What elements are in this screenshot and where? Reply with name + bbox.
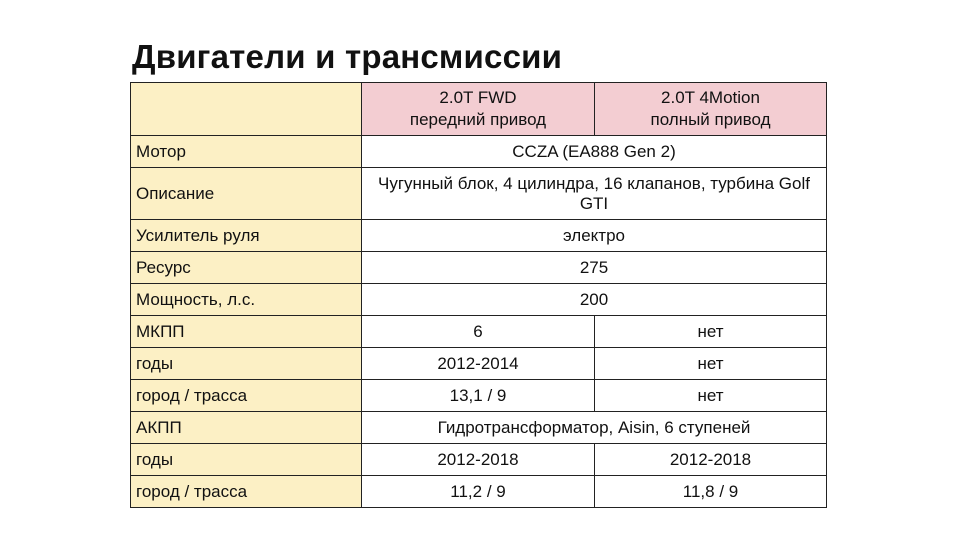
row-label: Усилитель руля	[131, 220, 362, 252]
row-value-4motion: 11,8 / 9	[595, 476, 827, 508]
row-value: Гидротрансформатор, Aisin, 6 ступеней	[362, 412, 827, 444]
spec-table	[130, 82, 827, 508]
row-value-fwd: 2012-2018	[362, 444, 595, 476]
table-row	[131, 220, 827, 252]
row-label: Ресурс	[131, 252, 362, 284]
row-value-4motion: 2012-2018	[595, 444, 827, 476]
row-label: МКПП	[131, 316, 362, 348]
column-header-fwd-drive: передний привод	[409, 110, 547, 129]
table-header-row	[131, 83, 827, 136]
table-row	[131, 284, 827, 316]
table-row	[131, 136, 827, 168]
table-row	[131, 252, 827, 284]
column-header-4motion-model: 2.0T 4Motion	[661, 88, 760, 107]
row-label: АКПП	[131, 412, 362, 444]
row-label: годы	[131, 348, 362, 380]
page-title: Двигатели и трансмиссии	[132, 38, 563, 75]
row-value-fwd: 2012-2014	[362, 348, 595, 380]
column-header-4motion-drive: полный привод	[650, 110, 771, 129]
table-row	[131, 348, 827, 380]
row-value-4motion: нет	[595, 348, 827, 380]
table-row	[131, 412, 827, 444]
row-value: 275	[362, 252, 827, 284]
table-row	[131, 380, 827, 412]
table-row	[131, 168, 827, 220]
table-row	[131, 476, 827, 508]
row-value: CCZA (EA888 Gen 2)	[362, 136, 827, 168]
row-value-4motion: нет	[595, 316, 827, 348]
column-header-fwd-model: 2.0T FWD	[439, 88, 517, 107]
row-value-fwd: 6	[362, 316, 595, 348]
row-label: город / трасса	[131, 476, 362, 508]
row-value-4motion: нет	[595, 380, 827, 412]
header-corner-cell	[131, 83, 362, 136]
row-label: город / трасса	[131, 380, 362, 412]
column-header-fwd	[362, 83, 595, 136]
row-label: Мотор	[131, 136, 362, 168]
row-value: Чугунный блок, 4 цилиндра, 16 клапанов, турбина Golf GTI	[362, 168, 827, 220]
row-value: 200	[362, 284, 827, 316]
column-header-4motion	[595, 83, 827, 136]
row-label: годы	[131, 444, 362, 476]
row-label: Описание	[131, 168, 362, 220]
table-row	[131, 444, 827, 476]
row-value: электро	[362, 220, 827, 252]
table-row	[131, 316, 827, 348]
row-value-fwd: 13,1 / 9	[362, 380, 595, 412]
row-value-fwd: 11,2 / 9	[362, 476, 595, 508]
row-label: Мощность, л.с.	[131, 284, 362, 316]
